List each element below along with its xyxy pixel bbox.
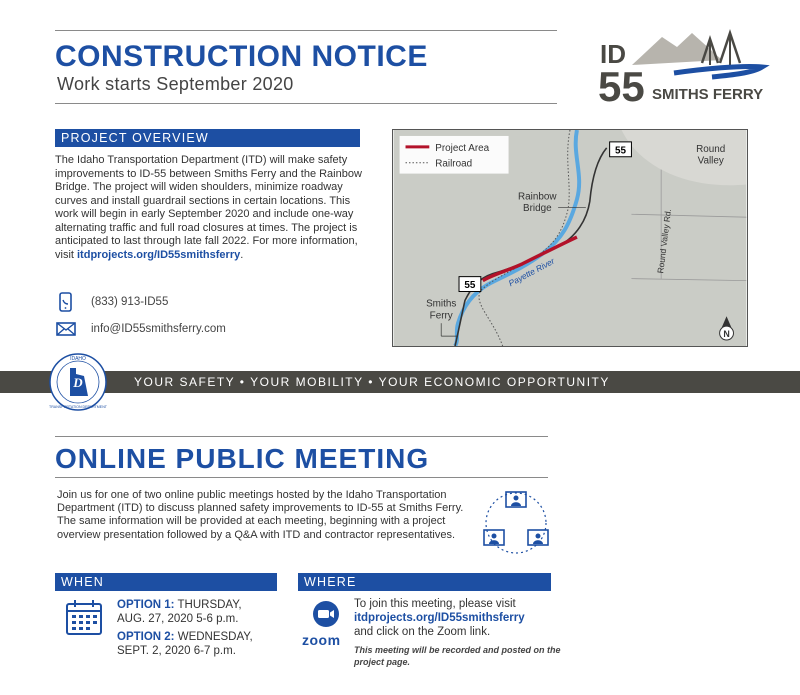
video-meeting-icon: [478, 488, 554, 558]
project-overview-text: [55, 154, 365, 262]
where-link[interactable]: itdprojects.org/ID55smithsferry: [354, 612, 525, 624]
zoom-wordmark: zoom: [302, 632, 341, 648]
tagline-banner: [0, 371, 800, 393]
header-bottom-rule: [55, 103, 557, 104]
phone-icon: [55, 291, 77, 313]
overview-period: .: [240, 248, 244, 261]
river-label: Payette River: [506, 255, 557, 289]
email-icon: [55, 318, 77, 340]
place-rainbow-bridge-1: Rainbow: [518, 191, 557, 203]
project-overview-heading: PROJECT OVERVIEW: [55, 129, 360, 147]
overview-link[interactable]: itdprojects.org/ID55smithsferry: [77, 248, 241, 261]
legend-project-area: Project Area: [435, 142, 490, 154]
option-2-time: SEPT. 2, 2020 6-7 p.m.: [117, 645, 236, 657]
email-address[interactable]: info@ID55smithsferry.com: [91, 323, 226, 335]
meeting-title: ONLINE PUBLIC MEETING: [55, 443, 430, 474]
north-arrow-icon: N: [723, 329, 730, 340]
option-1-day: THURSDAY,: [174, 599, 242, 611]
phone-number[interactable]: (833) 913-ID55: [91, 296, 169, 308]
id55-smiths-ferry-logo: [592, 25, 772, 110]
tagline-text: YOUR SAFETY • YOUR MOBILITY • YOUR ECONOMIC OPPORTUNITY: [134, 375, 610, 389]
meeting-option-1: [117, 598, 242, 626]
meeting-top-rule: [55, 436, 548, 437]
place-smiths-ferry-2: Ferry: [429, 310, 453, 322]
page-subtitle: Work starts September 2020: [57, 74, 294, 94]
zoom-video-icon: [312, 600, 340, 628]
seal-bottom-text: TRANSPORTATION DEPARTMENT: [49, 405, 107, 409]
legend-railroad: Railroad: [435, 158, 473, 170]
phone-contact: [55, 291, 168, 313]
option-2-day: WEDNESDAY,: [174, 631, 253, 643]
where-line-3: and click on the Zoom link.: [354, 626, 491, 638]
where-heading: WHERE: [298, 573, 551, 591]
header-rule: [55, 30, 557, 31]
recording-note: This meeting will be recorded and posted on the project page.: [354, 645, 561, 667]
route-shield-north: 55: [615, 145, 627, 157]
calendar-icon: [64, 597, 104, 637]
option-1-label: OPTION 1:: [117, 599, 175, 611]
place-rainbow-bridge-2: Bridge: [523, 203, 552, 215]
place-smiths-ferry-1: Smiths: [426, 298, 457, 310]
logo-name: SMITHS FERRY: [652, 86, 764, 103]
where-line-1: To join this meeting, please visit: [354, 598, 516, 610]
option-2-label: OPTION 2:: [117, 631, 175, 643]
seal-top-text: IDAHO: [70, 356, 86, 362]
logo-number: 55: [598, 63, 645, 110]
overview-body: The Idaho Transportation Department (ITD) will make safety improvements to ID-55 between Smiths Ferry and the Rainbow Bridge. The project will widen shoulders, minimize roadway curves and install guardrail sections in certain locations. This work will begin in early September 2020 and include one-way alternating traffic and full road closures at times. The project is anticipated to last through late fall 2022. For more information, visit: [55, 154, 362, 261]
project-map: [392, 129, 748, 347]
meeting-bottom-rule: [55, 477, 548, 478]
meeting-text: Join us for one of two online public meetings hosted by the Idaho Transportation Department (ITD) to discuss planned safety improvements to ID-55 at Smiths Ferry. The same information will be provided at each meeting, beginning with a project overview presentation followed by a Q&A with ITD and contractor representatives.: [57, 489, 464, 541]
option-1-time: AUG. 27, 2020 5-6 p.m.: [117, 613, 239, 625]
page-title: CONSTRUCTION NOTICE: [55, 40, 428, 73]
email-contact: [55, 318, 226, 340]
route-shield-south: 55: [464, 280, 476, 292]
road-label: Round Valley Rd.: [655, 208, 674, 274]
where-text: [354, 597, 554, 639]
meeting-option-2: [117, 630, 253, 658]
itd-seal-icon: [48, 352, 108, 412]
svg-text:D: D: [73, 375, 83, 390]
place-round-valley-2: Valley: [697, 155, 724, 167]
when-heading: WHEN: [55, 573, 277, 591]
place-round-valley-1: Round: [696, 143, 726, 155]
logo-id-text: ID: [600, 39, 626, 69]
